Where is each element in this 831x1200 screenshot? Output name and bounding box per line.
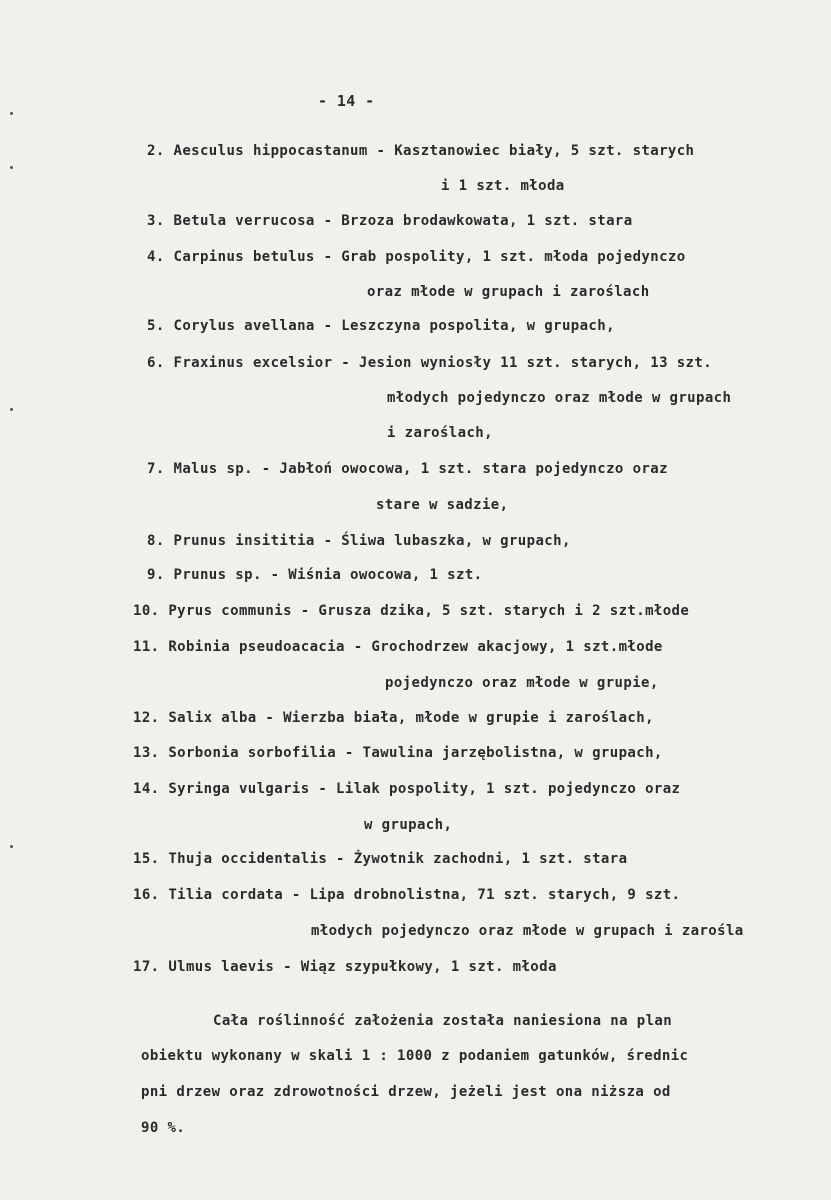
list-item: 7. Malus sp. - Jabłoń owocowa, 1 szt. stara pojedynczo oraz: [147, 461, 668, 477]
list-item: 3. Betula verrucosa - Brzoza brodawkowata, 1 szt. stara: [147, 213, 633, 229]
list-item-continuation: oraz młode w grupach i zaroślach: [367, 284, 650, 300]
list-item: 8. Prunus insititia - Śliwa lubaszka, w grupach,: [147, 533, 571, 549]
list-item-continuation: pojedynczo oraz młode w grupie,: [385, 675, 659, 691]
list-item: 15. Thuja occidentalis - Żywotnik zachodni, 1 szt. stara: [133, 851, 628, 867]
paragraph-line: pni drzew oraz zdrowotności drzew, jeżeli jest ona niższa od: [141, 1084, 671, 1100]
margin-mark: [10, 166, 13, 169]
list-item-continuation: i 1 szt. młoda: [441, 178, 565, 194]
list-item: 2. Aesculus hippocastanum - Kasztanowiec biały, 5 szt. starych: [147, 143, 695, 159]
page-number: - 14 -: [318, 92, 375, 110]
list-item-continuation: w grupach,: [364, 817, 453, 833]
paragraph-line: Cała roślinność założenia została naniesiona na plan: [213, 1013, 673, 1029]
list-item: 13. Sorbonia sorbofilia - Tawulina jarzębolistna, w grupach,: [133, 745, 663, 761]
list-item: 16. Tilia cordata - Lipa drobnolistna, 71 szt. starych, 9 szt.: [133, 887, 681, 903]
list-item: 4. Carpinus betulus - Grab pospolity, 1 szt. młoda pojedynczo: [147, 249, 686, 265]
paragraph-line: 90 %.: [141, 1120, 186, 1136]
list-item-continuation: stare w sadzie,: [376, 497, 509, 513]
list-item-continuation: młodych pojedynczo oraz młode w grupach i zarośla: [311, 923, 744, 939]
paragraph-line: obiektu wykonany w skali 1 : 1000 z podaniem gatunków, średnic: [141, 1048, 689, 1064]
list-item: 12. Salix alba - Wierzba biała, młode w grupie i zaroślach,: [133, 710, 654, 726]
margin-mark: [10, 845, 13, 848]
list-item: 9. Prunus sp. - Wiśnia owocowa, 1 szt.: [147, 567, 483, 583]
list-item-continuation: i zaroślach,: [387, 425, 493, 441]
list-item: 14. Syringa vulgaris - Lilak pospolity, 1 szt. pojedynczo oraz: [133, 781, 681, 797]
list-item: 5. Corylus avellana - Leszczyna pospolita, w grupach,: [147, 318, 615, 334]
list-item: 17. Ulmus laevis - Wiąz szypułkowy, 1 szt. młoda: [133, 959, 557, 975]
list-item: 10. Pyrus communis - Grusza dzika, 5 szt. starych i 2 szt.młode: [133, 603, 690, 619]
list-item: 6. Fraxinus excelsior - Jesion wyniosły 11 szt. starych, 13 szt.: [147, 355, 713, 371]
margin-mark: [10, 112, 13, 115]
list-item: 11. Robinia pseudoacacia - Grochodrzew akacjowy, 1 szt.młode: [133, 639, 663, 655]
list-item-continuation: młodych pojedynczo oraz młode w grupach: [387, 390, 732, 406]
margin-mark: [10, 408, 13, 411]
